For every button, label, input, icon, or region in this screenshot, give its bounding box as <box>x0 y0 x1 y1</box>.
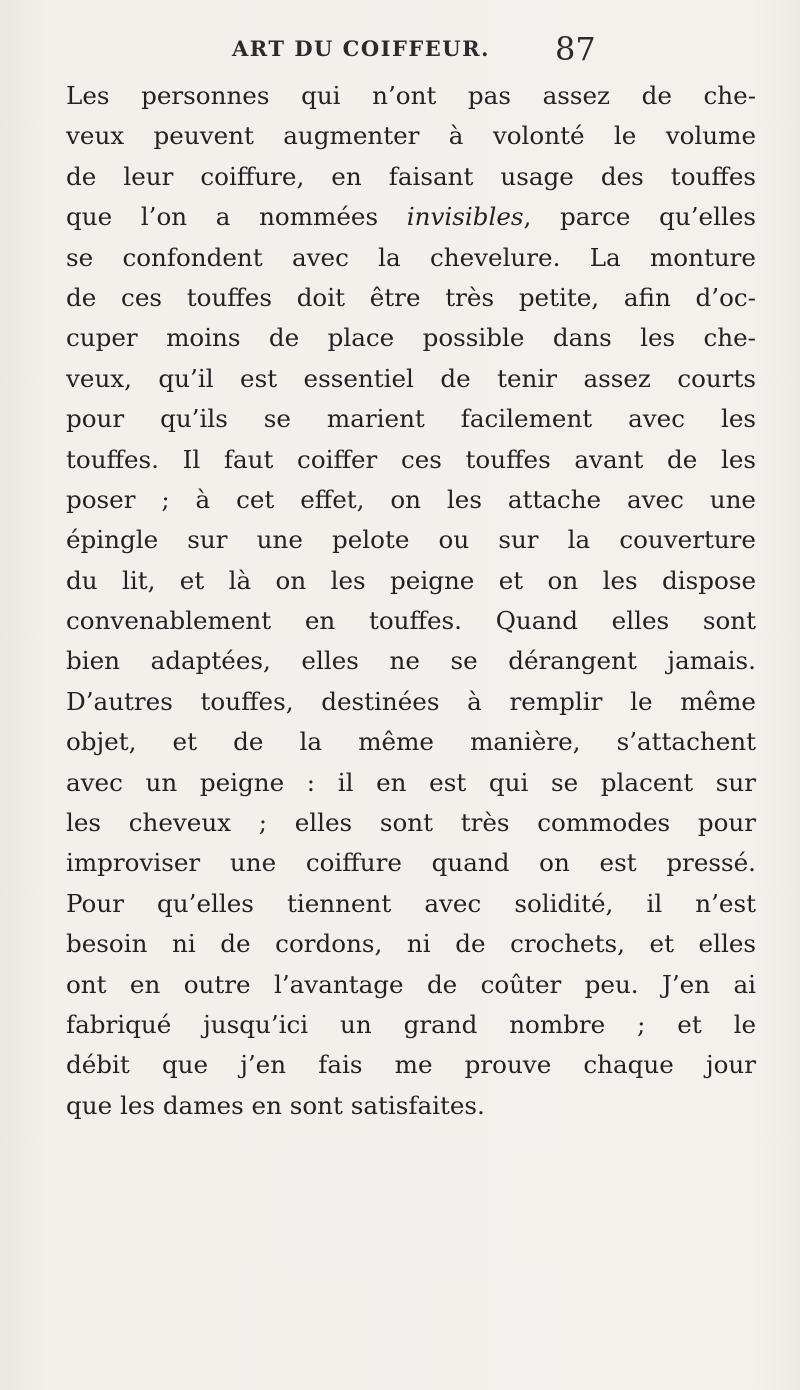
text-segment: que l’on a nommées <box>66 202 407 232</box>
text-line: fabriqué jusqu’ici un grand nombre ; et le <box>66 1009 756 1039</box>
text-line: objet, et de la même manière, s’attachent <box>66 727 756 757</box>
running-title: ART DU COIFFEUR. <box>232 36 490 61</box>
text-line: improviser une coiffure quand on est pressé. <box>66 848 756 878</box>
italic-term: invisibles <box>406 202 524 232</box>
text-line <box>66 197 756 237</box>
text-line: ont en outre l’avantage de coûter peu. J’en ai <box>66 969 756 999</box>
page-number: 87 <box>555 30 596 68</box>
text-line: de ces touffes doit être très petite, afin d’oc- <box>66 282 756 312</box>
text-line: épingle sur une pelote ou sur la couverture <box>66 525 756 555</box>
text-line: avec un peigne : il en est qui se placent sur <box>66 767 756 797</box>
text-line: du lit, et là on les peigne et on les dispose <box>66 565 756 595</box>
text-line: veux, qu’il est essentiel de tenir assez courts <box>66 363 756 393</box>
text-line: de leur coiffure, en faisant usage des touffes <box>66 161 756 191</box>
text-line: Pour qu’elles tiennent avec solidité, il n’est <box>66 888 756 918</box>
paragraph <box>66 76 756 1126</box>
text-line: les cheveux ; elles sont très commodes pour <box>66 808 756 838</box>
text-line: veux peuvent augmenter à volonté le volume <box>66 121 756 151</box>
text-line: Les personnes qui n’ont pas assez de che- <box>66 81 756 110</box>
text-line: pour qu’ils se marient facilement avec les <box>66 404 756 434</box>
text-line: cuper moins de place possible dans les che- <box>66 323 756 353</box>
text-line: que les dames en sont satisfaites. <box>66 1090 485 1120</box>
page-header <box>0 30 800 76</box>
text-line: touffes. Il faut coiffer ces touffes avant de les <box>66 444 756 474</box>
text-line: poser ; à cet effet, on les attache avec une <box>66 484 756 514</box>
text-segment: , parce qu’elles <box>523 202 756 232</box>
text-line: D’autres touffes, destinées à remplir le même <box>66 686 756 716</box>
text-line: se confondent avec la chevelure. La monture <box>66 242 756 272</box>
text-line: besoin ni de cordons, ni de crochets, et elles <box>66 929 756 959</box>
text-line: débit que j’en fais me prouve chaque jour <box>66 1050 756 1080</box>
text-line: convenablement en touffes. Quand elles sont <box>66 606 756 636</box>
text-line: bien adaptées, elles ne se dérangent jamais. <box>66 646 756 676</box>
